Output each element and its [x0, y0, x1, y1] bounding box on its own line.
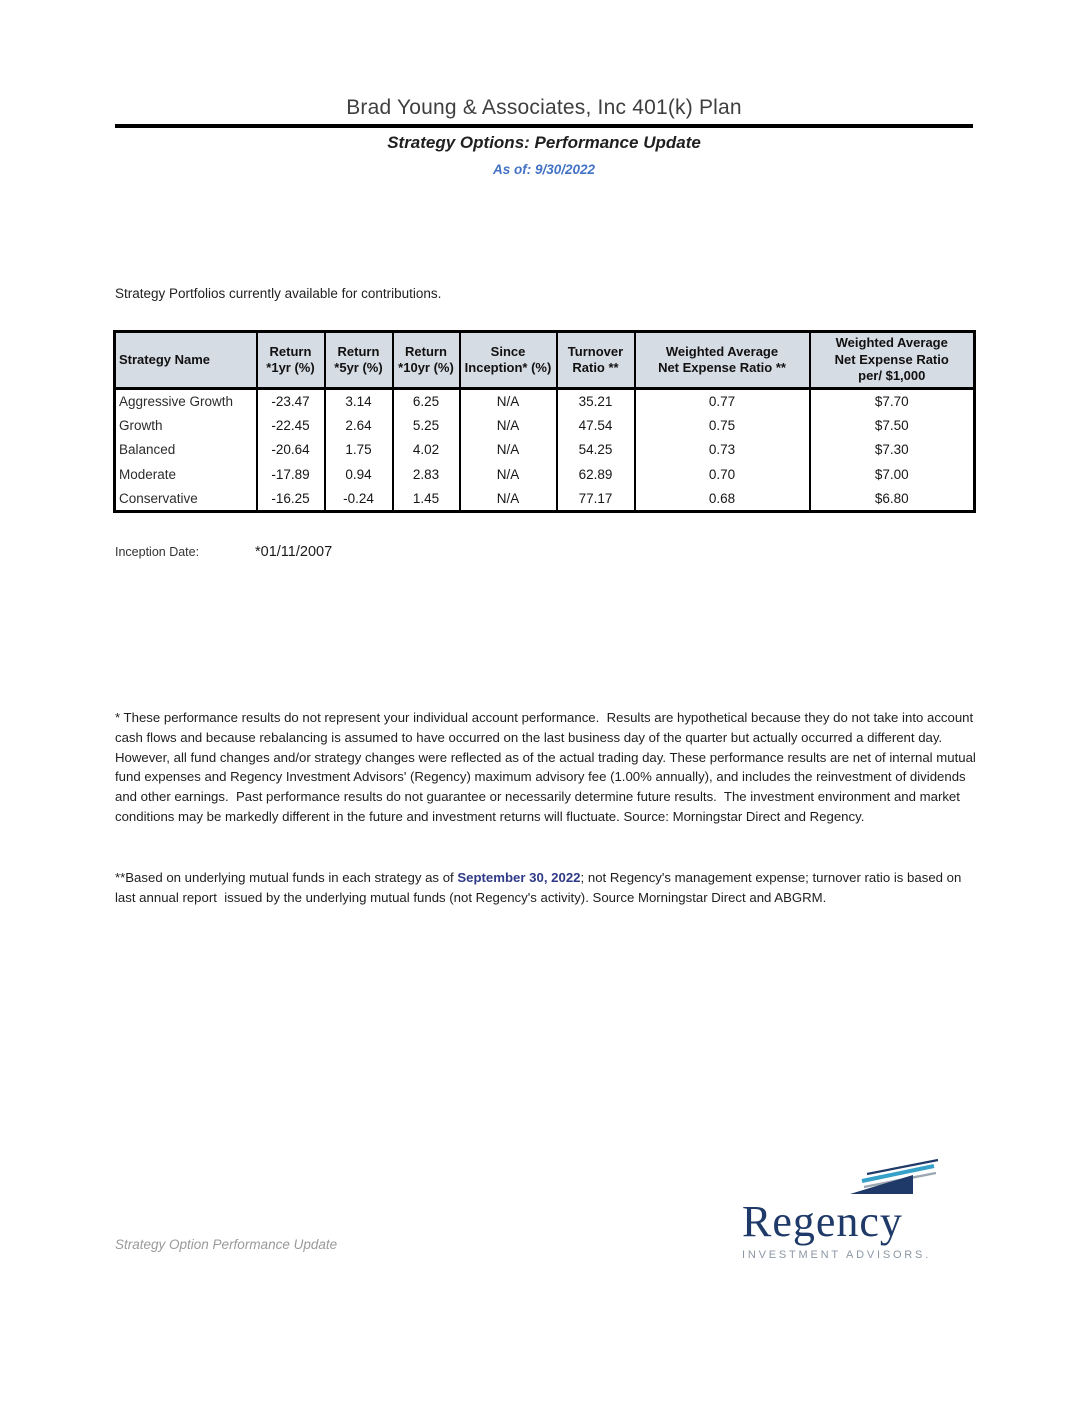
col-header-turnover-ratio [557, 332, 635, 389]
table-row-aggressive-growth [115, 389, 975, 414]
header-line: Weighted Average [835, 335, 948, 351]
cell-since-inception: N/A [460, 438, 557, 463]
header-line: Since [490, 343, 526, 359]
col-header-return-10yr [393, 332, 460, 389]
regency-logo-wordmark: Regency [742, 1197, 903, 1246]
regency-logo-swoosh-icon [845, 1158, 940, 1196]
header-line: Weighted Average [665, 343, 779, 359]
header-line: Inception* (%) [464, 360, 552, 375]
header-line: Strategy Name [119, 351, 211, 367]
cell-strategy-name: Moderate [115, 462, 257, 487]
page-subtitle: Strategy Options: Performance Update [387, 133, 701, 152]
regency-logo [742, 1158, 942, 1261]
table-row-conservative [115, 487, 975, 512]
inception-date-value: *01/11/2007 [255, 544, 333, 560]
page-title: Brad Young & Associates, Inc 401(k) Plan [346, 96, 742, 119]
regency-logo-tagline: INVESTMENT ADVISORS. [742, 1249, 932, 1261]
inception-date-row [115, 543, 615, 561]
cell-return-10yr: 2.83 [393, 462, 460, 487]
cell-since-inception: N/A [460, 462, 557, 487]
col-header-weighted-avg-expense-per-1000 [810, 332, 975, 389]
col-header-strategy-name [115, 332, 257, 389]
cell-weighted-avg-expense-ratio: 0.73 [635, 438, 810, 463]
cell-turnover-ratio: 54.25 [557, 438, 635, 463]
cell-since-inception: N/A [460, 389, 557, 414]
cell-return-5yr: -0.24 [325, 487, 393, 512]
cell-return-5yr: 1.75 [325, 438, 393, 463]
cell-weighted-avg-expense-ratio: 0.68 [635, 487, 810, 512]
cell-weighted-avg-expense-ratio: 0.75 [635, 413, 810, 438]
footnote-expense-disclosure [115, 868, 979, 908]
header-line: *5yr (%) [334, 360, 383, 375]
header-line: Return [337, 343, 380, 359]
header-line: Return [405, 343, 447, 359]
cell-return-1yr: -17.89 [257, 462, 325, 487]
cell-since-inception: N/A [460, 487, 557, 512]
header-line: Net Expense Ratio [834, 351, 949, 367]
cell-expense-per-1000: $6.80 [810, 487, 975, 512]
cell-strategy-name: Balanced [115, 438, 257, 463]
cell-return-10yr: 1.45 [393, 487, 460, 512]
header-line: per/ $1,000 [858, 368, 926, 384]
table-row-growth [115, 413, 975, 438]
header-line: Net Expense Ratio ** [658, 360, 786, 375]
cell-expense-per-1000: $7.00 [810, 462, 975, 487]
col-header-since-inception [460, 332, 557, 389]
inception-date-label: Inception Date: [115, 545, 200, 559]
cell-return-1yr: -22.45 [257, 413, 325, 438]
cell-return-5yr: 0.94 [325, 462, 393, 487]
performance-table-body [115, 389, 975, 512]
cell-expense-per-1000: $7.70 [810, 389, 975, 414]
as-of-date: As of: 9/30/2022 [492, 162, 596, 177]
cell-turnover-ratio: 35.21 [557, 389, 635, 414]
title-divider [115, 124, 973, 128]
cell-return-10yr: 4.02 [393, 438, 460, 463]
header-line: Turnover [567, 343, 624, 359]
cell-turnover-ratio: 47.54 [557, 413, 635, 438]
footnote-text-pre: **Based on underlying mutual funds in each strategy as of [115, 870, 458, 885]
cell-return-5yr: 3.14 [325, 389, 393, 414]
cell-expense-per-1000: $7.50 [810, 413, 975, 438]
footnote-date: September 30, 2022 [457, 870, 581, 885]
intro-text: Strategy Portfolios currently available for contributions. [115, 286, 442, 301]
cell-return-1yr: -16.25 [257, 487, 325, 512]
cell-return-10yr: 6.25 [393, 389, 460, 414]
cell-strategy-name: Conservative [115, 487, 257, 512]
header-line: *10yr (%) [398, 360, 454, 375]
cell-return-1yr: -20.64 [257, 438, 325, 463]
cell-return-5yr: 2.64 [325, 413, 393, 438]
cell-turnover-ratio: 77.17 [557, 487, 635, 512]
cell-weighted-avg-expense-ratio: 0.77 [635, 389, 810, 414]
header-row [115, 332, 975, 389]
cell-expense-per-1000: $7.30 [810, 438, 975, 463]
cell-since-inception: N/A [460, 413, 557, 438]
cell-weighted-avg-expense-ratio: 0.70 [635, 462, 810, 487]
col-header-weighted-avg-expense-ratio [635, 332, 810, 389]
cell-return-1yr: -23.47 [257, 389, 325, 414]
footnote-text-post: ; not Regency's management expense; turnover ratio is based on last annual report issued by the underlying mutual funds (not Regency's activity). Source Morningstar Direct and ABGRM. [115, 870, 965, 905]
table-row-moderate [115, 462, 975, 487]
performance-table [113, 330, 976, 513]
cell-strategy-name: Aggressive Growth [115, 389, 257, 414]
cell-strategy-name: Growth [115, 413, 257, 438]
header-line: Return [269, 343, 312, 359]
footnote-performance-disclosure: * These performance results do not represent your individual account performance. Results are hypothetical because they do not take into account cash flows and because rebalancing is assumed to have occurred on the last business day of the quarter but actually occurred a different day. However, all fund changes and/or strategy changes were reflected as of the actual trading day. These performance results are net of internal mutual fund expenses and Regency Investment Advisors' (Regency) maximum advisory fee (1.00% annually), and includes the reinvestment of dividends and other earnings. Past performance results do not guarantee or necessarily determine future results. The investment environment and market conditions may be markedly different in the future and investment returns will fluctuate. Source: Morningstar Direct and Regency. [115, 710, 980, 824]
table-row-balanced [115, 438, 975, 463]
header-line: Ratio ** [572, 360, 619, 375]
cell-turnover-ratio: 62.89 [557, 462, 635, 487]
performance-table-header [115, 332, 975, 389]
col-header-return-5yr [325, 332, 393, 389]
footer-text: Strategy Option Performance Update [115, 1237, 338, 1252]
col-header-return-1yr [257, 332, 325, 389]
cell-return-10yr: 5.25 [393, 413, 460, 438]
header-line: *1yr (%) [266, 360, 315, 375]
